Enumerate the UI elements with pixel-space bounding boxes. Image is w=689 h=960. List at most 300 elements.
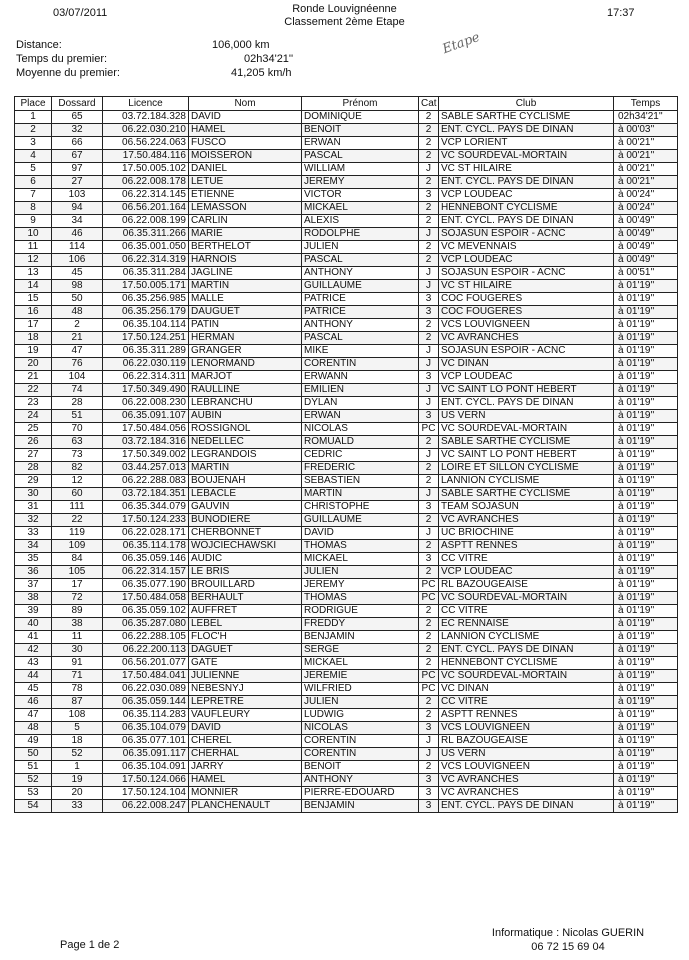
club-cell: EC RENNAISE (439, 618, 614, 631)
document-date: 03/07/2011 (53, 7, 108, 19)
club-cell: LOIRE ET SILLON CYCLISME (439, 462, 614, 475)
category-cell: 3 (419, 774, 439, 787)
licence-cell: 06.35.059.146 (103, 553, 189, 566)
licence-cell: 06.35.287.080 (103, 618, 189, 631)
place-cell: 19 (15, 345, 52, 358)
lastname-cell: NEBESNYJ (189, 683, 302, 696)
table-row (15, 176, 678, 189)
category-cell: J (419, 488, 439, 501)
table-row (15, 215, 678, 228)
firstname-cell: JULIEN (302, 241, 419, 254)
firstname-cell: BENJAMIN (302, 800, 419, 813)
bib-cell: 46 (52, 228, 103, 241)
firstname-cell: PASCAL (302, 254, 419, 267)
bib-cell: 98 (52, 280, 103, 293)
category-cell: 3 (419, 189, 439, 202)
page-indicator: Page 1 de 2 (60, 939, 120, 951)
place-cell: 23 (15, 397, 52, 410)
time-cell: à 01'19'' (614, 618, 678, 631)
lastname-cell: JARRY (189, 761, 302, 774)
place-cell: 46 (15, 696, 52, 709)
firstname-cell: MIKE (302, 345, 419, 358)
time-cell: à 00'21'' (614, 176, 678, 189)
category-cell: PC (419, 579, 439, 592)
club-cell: VC AVRANCHES (439, 514, 614, 527)
place-cell: 18 (15, 332, 52, 345)
licence-cell: 06.35.077.101 (103, 735, 189, 748)
distance-value: 106,000 km (212, 39, 270, 51)
club-cell: LANNION CYCLISME (439, 631, 614, 644)
time-cell: à 01'19'' (614, 501, 678, 514)
lastname-cell: HAMEL (189, 774, 302, 787)
time-cell: à 00'49'' (614, 254, 678, 267)
time-cell: à 00'21'' (614, 150, 678, 163)
club-cell: COC FOUGERES (439, 293, 614, 306)
firstname-cell: CORENTIN (302, 358, 419, 371)
bib-cell: 65 (52, 111, 103, 124)
table-row (15, 228, 678, 241)
firstname-cell: PATRICE (302, 293, 419, 306)
place-cell: 15 (15, 293, 52, 306)
place-cell: 28 (15, 462, 52, 475)
licence-cell: 06.22.008.178 (103, 176, 189, 189)
table-row (15, 202, 678, 215)
club-cell: ASPTT RENNES (439, 709, 614, 722)
bib-cell: 94 (52, 202, 103, 215)
lastname-cell: LEGRANDOIS (189, 449, 302, 462)
time-cell: à 01'19'' (614, 696, 678, 709)
time-cell: à 01'19'' (614, 761, 678, 774)
category-cell: 3 (419, 787, 439, 800)
bib-cell: 74 (52, 384, 103, 397)
licence-cell: 17.50.005.171 (103, 280, 189, 293)
licence-cell: 06.35.059.144 (103, 696, 189, 709)
place-cell: 52 (15, 774, 52, 787)
licence-cell: 03.72.184.351 (103, 488, 189, 501)
place-cell: 51 (15, 761, 52, 774)
table-row (15, 189, 678, 202)
lastname-cell: DAGUET (189, 644, 302, 657)
club-cell: VCP LOUDEAC (439, 566, 614, 579)
bib-cell: 11 (52, 631, 103, 644)
table-row (15, 670, 678, 683)
time-cell: à 01'19'' (614, 397, 678, 410)
time-cell: à 01'19'' (614, 579, 678, 592)
firstname-cell: VICTOR (302, 189, 419, 202)
place-cell: 37 (15, 579, 52, 592)
table-row (15, 358, 678, 371)
footer-phone: 06 72 15 69 04 (531, 941, 605, 953)
table-row (15, 475, 678, 488)
firstname-cell: JEREMY (302, 579, 419, 592)
firstname-cell: MICKAEL (302, 657, 419, 670)
bib-cell: 52 (52, 748, 103, 761)
firstname-cell: RODOLPHE (302, 228, 419, 241)
licence-cell: 06.35.114.178 (103, 540, 189, 553)
licence-cell: 06.35.114.283 (103, 709, 189, 722)
time-cell: à 01'19'' (614, 774, 678, 787)
firstname-cell: JULIEN (302, 566, 419, 579)
category-cell: J (419, 345, 439, 358)
category-cell: J (419, 280, 439, 293)
lastname-cell: HERMAN (189, 332, 302, 345)
lastname-cell: CHERBONNET (189, 527, 302, 540)
licence-cell: 06.22.314.311 (103, 371, 189, 384)
category-cell: 2 (419, 657, 439, 670)
leader-speed-value: 41,205 km/h (231, 67, 292, 79)
category-cell: PC (419, 683, 439, 696)
lastname-cell: BROUILLARD (189, 579, 302, 592)
table-row (15, 657, 678, 670)
club-cell: VC DINAN (439, 358, 614, 371)
firstname-cell: CORENTIN (302, 748, 419, 761)
category-cell: J (419, 449, 439, 462)
licence-cell: 17.50.124.251 (103, 332, 189, 345)
time-cell: 02h34'21'' (614, 111, 678, 124)
time-cell: à 01'19'' (614, 293, 678, 306)
table-row (15, 735, 678, 748)
category-cell: 2 (419, 176, 439, 189)
place-cell: 5 (15, 163, 52, 176)
club-cell: CC VITRE (439, 696, 614, 709)
lastname-cell: ROSSIGNOL (189, 423, 302, 436)
table-row (15, 436, 678, 449)
bib-cell: 1 (52, 761, 103, 774)
table-row (15, 150, 678, 163)
club-cell: ENT. CYCL. PAYS DE DINAN (439, 176, 614, 189)
results-body (15, 111, 678, 813)
place-cell: 34 (15, 540, 52, 553)
column-header-time: Temps (614, 97, 678, 111)
lastname-cell: MARTIN (189, 462, 302, 475)
time-cell: à 01'19'' (614, 709, 678, 722)
category-cell: 2 (419, 111, 439, 124)
table-row (15, 787, 678, 800)
footer-credit: Informatique : Nicolas GUERIN (491, 927, 645, 939)
table-row (15, 501, 678, 514)
club-cell: VC AVRANCHES (439, 774, 614, 787)
category-cell: 2 (419, 215, 439, 228)
firstname-cell: JEREMY (302, 176, 419, 189)
time-cell: à 01'19'' (614, 631, 678, 644)
place-cell: 17 (15, 319, 52, 332)
bib-cell: 114 (52, 241, 103, 254)
category-cell: PC (419, 670, 439, 683)
firstname-cell: JULIEN (302, 696, 419, 709)
lastname-cell: HAMEL (189, 124, 302, 137)
table-row (15, 592, 678, 605)
time-cell: à 01'19'' (614, 722, 678, 735)
place-cell: 32 (15, 514, 52, 527)
leader-speed-label: Moyenne du premier: (16, 67, 120, 79)
time-cell: à 01'19'' (614, 748, 678, 761)
club-cell: ASPTT RENNES (439, 540, 614, 553)
lastname-cell: DAUGUET (189, 306, 302, 319)
category-cell: 2 (419, 241, 439, 254)
category-cell: 3 (419, 553, 439, 566)
table-row (15, 514, 678, 527)
time-cell: à 01'19'' (614, 436, 678, 449)
column-header-bib: Dossard (52, 97, 103, 111)
table-row (15, 631, 678, 644)
table-row (15, 423, 678, 436)
bib-cell: 66 (52, 137, 103, 150)
licence-cell: 06.22.314.145 (103, 189, 189, 202)
category-cell: 2 (419, 761, 439, 774)
bib-cell: 73 (52, 449, 103, 462)
bib-cell: 38 (52, 618, 103, 631)
place-cell: 45 (15, 683, 52, 696)
bib-cell: 67 (52, 150, 103, 163)
category-cell: 3 (419, 501, 439, 514)
lastname-cell: LEBEL (189, 618, 302, 631)
lastname-cell: AUFFRET (189, 605, 302, 618)
firstname-cell: CORENTIN (302, 735, 419, 748)
category-cell: 2 (419, 696, 439, 709)
place-cell: 3 (15, 137, 52, 150)
category-cell: 2 (419, 254, 439, 267)
place-cell: 14 (15, 280, 52, 293)
club-cell: HENNEBONT CYCLISME (439, 657, 614, 670)
lastname-cell: ETIENNE (189, 189, 302, 202)
club-cell: VCP LOUDEAC (439, 254, 614, 267)
licence-cell: 17.50.349.002 (103, 449, 189, 462)
bib-cell: 30 (52, 644, 103, 657)
licence-cell: 06.22.030.119 (103, 358, 189, 371)
column-header-licence: Licence (103, 97, 189, 111)
club-cell: CC VITRE (439, 553, 614, 566)
table-row (15, 280, 678, 293)
club-cell: TEAM SOJASUN (439, 501, 614, 514)
club-cell: VC SAINT LO PONT HEBERT (439, 449, 614, 462)
table-row (15, 644, 678, 657)
club-cell: LANNION CYCLISME (439, 475, 614, 488)
club-cell: VC MEVENNAIS (439, 241, 614, 254)
category-cell: J (419, 228, 439, 241)
place-cell: 8 (15, 202, 52, 215)
firstname-cell: ANTHONY (302, 774, 419, 787)
firstname-cell: WILLIAM (302, 163, 419, 176)
category-cell: J (419, 358, 439, 371)
table-row (15, 748, 678, 761)
table-row (15, 384, 678, 397)
time-cell: à 01'19'' (614, 605, 678, 618)
firstname-cell: ANTHONY (302, 267, 419, 280)
category-cell: 3 (419, 800, 439, 813)
lastname-cell: GATE (189, 657, 302, 670)
place-cell: 27 (15, 449, 52, 462)
lastname-cell: AUBIN (189, 410, 302, 423)
place-cell: 20 (15, 358, 52, 371)
time-cell: à 01'19'' (614, 306, 678, 319)
lastname-cell: BERTHELOT (189, 241, 302, 254)
category-cell: PC (419, 423, 439, 436)
lastname-cell: DAVID (189, 111, 302, 124)
time-cell: à 00'03'' (614, 124, 678, 137)
category-cell: 2 (419, 566, 439, 579)
place-cell: 35 (15, 553, 52, 566)
bib-cell: 12 (52, 475, 103, 488)
place-cell: 49 (15, 735, 52, 748)
time-cell: à 01'19'' (614, 319, 678, 332)
time-cell: à 00'21'' (614, 163, 678, 176)
category-cell: 3 (419, 371, 439, 384)
place-cell: 25 (15, 423, 52, 436)
table-row (15, 241, 678, 254)
club-cell: VCP LOUDEAC (439, 371, 614, 384)
bib-cell: 84 (52, 553, 103, 566)
firstname-cell: THOMAS (302, 540, 419, 553)
licence-cell: 06.35.344.079 (103, 501, 189, 514)
firstname-cell: ERWANN (302, 371, 419, 384)
club-cell: ENT. CYCL. PAYS DE DINAN (439, 644, 614, 657)
bib-cell: 34 (52, 215, 103, 228)
bib-cell: 22 (52, 514, 103, 527)
table-row (15, 618, 678, 631)
lastname-cell: RAULLINE (189, 384, 302, 397)
licence-cell: 06.56.224.063 (103, 137, 189, 150)
table-row (15, 332, 678, 345)
lastname-cell: DAVID (189, 722, 302, 735)
table-row (15, 553, 678, 566)
club-cell: VC SOURDEVAL-MORTAIN (439, 150, 614, 163)
club-cell: RL BAZOUGEAISE (439, 579, 614, 592)
club-cell: SOJASUN ESPOIR - ACNC (439, 345, 614, 358)
place-cell: 10 (15, 228, 52, 241)
licence-cell: 06.22.314.157 (103, 566, 189, 579)
club-cell: RL BAZOUGEAISE (439, 735, 614, 748)
time-cell: à 00'21'' (614, 137, 678, 150)
firstname-cell: CEDRIC (302, 449, 419, 462)
category-cell: J (419, 163, 439, 176)
place-cell: 2 (15, 124, 52, 137)
firstname-cell: MARTIN (302, 488, 419, 501)
time-cell: à 01'19'' (614, 527, 678, 540)
firstname-cell: ERWAN (302, 410, 419, 423)
lastname-cell: MOISSERON (189, 150, 302, 163)
club-cell: VC ST HILAIRE (439, 163, 614, 176)
category-cell: 2 (419, 436, 439, 449)
footer-credit-block (478, 926, 658, 954)
firstname-cell: ROMUALD (302, 436, 419, 449)
firstname-cell: THOMAS (302, 592, 419, 605)
place-cell: 21 (15, 371, 52, 384)
lastname-cell: VAUFLEURY (189, 709, 302, 722)
lastname-cell: LENORMAND (189, 358, 302, 371)
lastname-cell: GAUVIN (189, 501, 302, 514)
category-cell: J (419, 397, 439, 410)
licence-cell: 06.22.288.105 (103, 631, 189, 644)
firstname-cell: PATRICE (302, 306, 419, 319)
results-table (14, 96, 678, 813)
category-cell: J (419, 735, 439, 748)
bib-cell: 51 (52, 410, 103, 423)
table-row (15, 293, 678, 306)
table-row (15, 306, 678, 319)
column-header-firstname: Prénom (302, 97, 419, 111)
bib-cell: 50 (52, 293, 103, 306)
club-cell: ENT. CYCL. PAYS DE DINAN (439, 215, 614, 228)
table-row (15, 163, 678, 176)
time-cell: à 01'19'' (614, 800, 678, 813)
club-cell: VC AVRANCHES (439, 332, 614, 345)
place-cell: 12 (15, 254, 52, 267)
place-cell: 22 (15, 384, 52, 397)
time-cell: à 01'19'' (614, 787, 678, 800)
time-cell: à 01'19'' (614, 345, 678, 358)
bib-cell: 119 (52, 527, 103, 540)
bib-cell: 21 (52, 332, 103, 345)
bib-cell: 87 (52, 696, 103, 709)
licence-cell: 06.35.256.985 (103, 293, 189, 306)
bib-cell: 20 (52, 787, 103, 800)
firstname-cell: EMILIEN (302, 384, 419, 397)
licence-cell: 06.35.059.102 (103, 605, 189, 618)
place-cell: 31 (15, 501, 52, 514)
club-cell: SABLE SARTHE CYCLISME (439, 488, 614, 501)
time-cell: à 01'19'' (614, 449, 678, 462)
table-row (15, 137, 678, 150)
bib-cell: 111 (52, 501, 103, 514)
club-cell: VC SAINT LO PONT HEBERT (439, 384, 614, 397)
table-row (15, 449, 678, 462)
table-row (15, 605, 678, 618)
lastname-cell: JULIENNE (189, 670, 302, 683)
club-cell: SOJASUN ESPOIR - ACNC (439, 228, 614, 241)
time-cell: à 00'49'' (614, 215, 678, 228)
category-cell: 2 (419, 319, 439, 332)
time-cell: à 01'19'' (614, 488, 678, 501)
licence-cell: 06.35.091.117 (103, 748, 189, 761)
bib-cell: 78 (52, 683, 103, 696)
place-cell: 44 (15, 670, 52, 683)
category-cell: 2 (419, 137, 439, 150)
time-cell: à 01'19'' (614, 657, 678, 670)
document-time: 17:37 (607, 7, 635, 19)
lastname-cell: WOJCIECHAWSKI (189, 540, 302, 553)
place-cell: 7 (15, 189, 52, 202)
bib-cell: 47 (52, 345, 103, 358)
licence-cell: 03.72.184.328 (103, 111, 189, 124)
club-cell: VCS LOUVIGNEEN (439, 722, 614, 735)
lastname-cell: HARNOIS (189, 254, 302, 267)
lastname-cell: PATIN (189, 319, 302, 332)
bib-cell: 32 (52, 124, 103, 137)
time-cell: à 01'19'' (614, 670, 678, 683)
place-cell: 26 (15, 436, 52, 449)
licence-cell: 06.35.077.190 (103, 579, 189, 592)
club-cell: ENT. CYCL. PAYS DE DINAN (439, 397, 614, 410)
leader-time-value: 02h34'21'' (244, 53, 294, 65)
firstname-cell: SEBASTIEN (302, 475, 419, 488)
place-cell: 29 (15, 475, 52, 488)
table-row (15, 800, 678, 813)
time-cell: à 01'19'' (614, 644, 678, 657)
table-row (15, 722, 678, 735)
club-cell: HENNEBONT CYCLISME (439, 202, 614, 215)
bib-cell: 5 (52, 722, 103, 735)
lastname-cell: MARTIN (189, 280, 302, 293)
licence-cell: 17.50.124.104 (103, 787, 189, 800)
firstname-cell: JEREMIE (302, 670, 419, 683)
club-cell: VC SOURDEVAL-MORTAIN (439, 592, 614, 605)
category-cell: 2 (419, 644, 439, 657)
category-cell: PC (419, 592, 439, 605)
category-cell: 2 (419, 475, 439, 488)
licence-cell: 06.35.001.050 (103, 241, 189, 254)
firstname-cell: NICOLAS (302, 423, 419, 436)
place-cell: 30 (15, 488, 52, 501)
